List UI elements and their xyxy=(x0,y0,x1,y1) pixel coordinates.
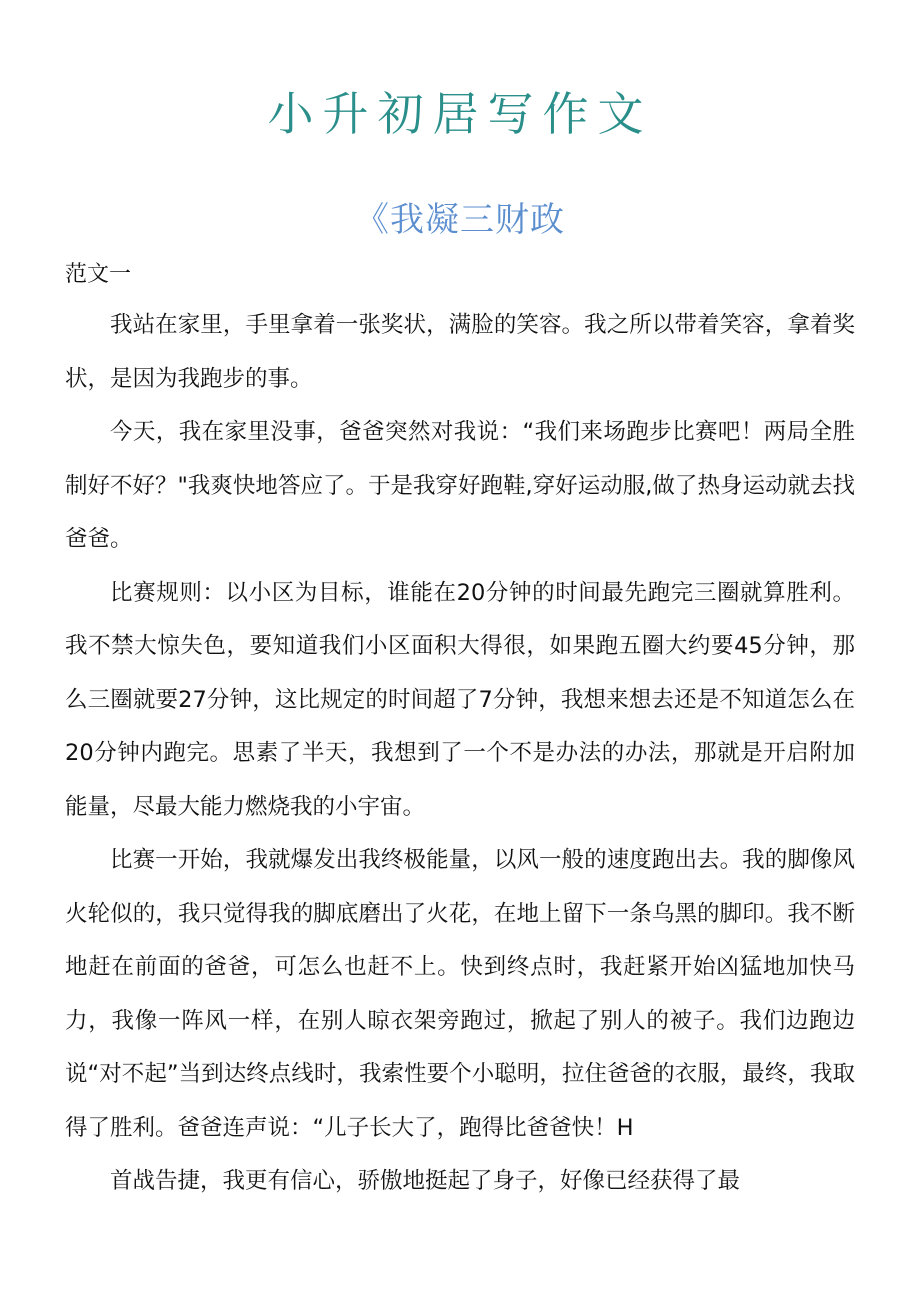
page-title: 小升初居写作文 xyxy=(267,87,653,141)
essay-body xyxy=(65,299,855,1209)
paragraph: 比赛规则：以小区为目标，谁能在20分钟的时间最先跑完三圈就算胜利。我不禁大惊失色，要知道我们小区面积大得很，如果跑五圈大约要45分钟，那么三圈就要27分钟，这比规定的时间超了7分钟，我想来想去还是不知道怎么在20分钟内跑完。思素了半天，我想到了一个不是办法的办法，那就是开启附加能量，尽最大能力燃烧我的小宇宙。 xyxy=(65,579,855,820)
essay-subtitle: 《我凝三财政 xyxy=(355,200,565,240)
paragraph: 比赛一开始，我就爆发出我终极能量，以风一般的速度跑出去。我的脚像风火轮似的，我只觉得我的脚底磨出了火花，在地上留下一条乌黑的脚印。我不断地赶在前面的爸爸，可怎么也赶不上。快到终点时，我赶紧开始凶猛地加快马力，我像一阵风一样，在别人晾衣架旁跑过，掀起了别人的被子。我们边跑边说“对不起”当到达终点线时，我索性要个小聪明，拉住爸爸的衣服，最终，我取得了胜利。爸爸连声说：“儿子长大了，跑得比爸爸快！H xyxy=(65,847,855,1141)
sample-label: 范文一 xyxy=(65,262,132,287)
paragraph: 今天，我在家里没事，爸爸突然对我说：“我们来场跑步比赛吧！两局全胜制好不好？"我爽快地答应了。于是我穿好跑鞋,穿好运动服,做了热身运动就去找爸爸。 xyxy=(65,419,855,552)
paragraph: 首战告捷，我更有信心，骄傲地挺起了身子，好像已经获得了最 xyxy=(110,1168,741,1194)
paragraph: 我站在家里，手里拿着一张奖状，满脸的笑容。我之所以带着笑容，拿着奖状，是因为我跑步的事。 xyxy=(65,312,855,392)
